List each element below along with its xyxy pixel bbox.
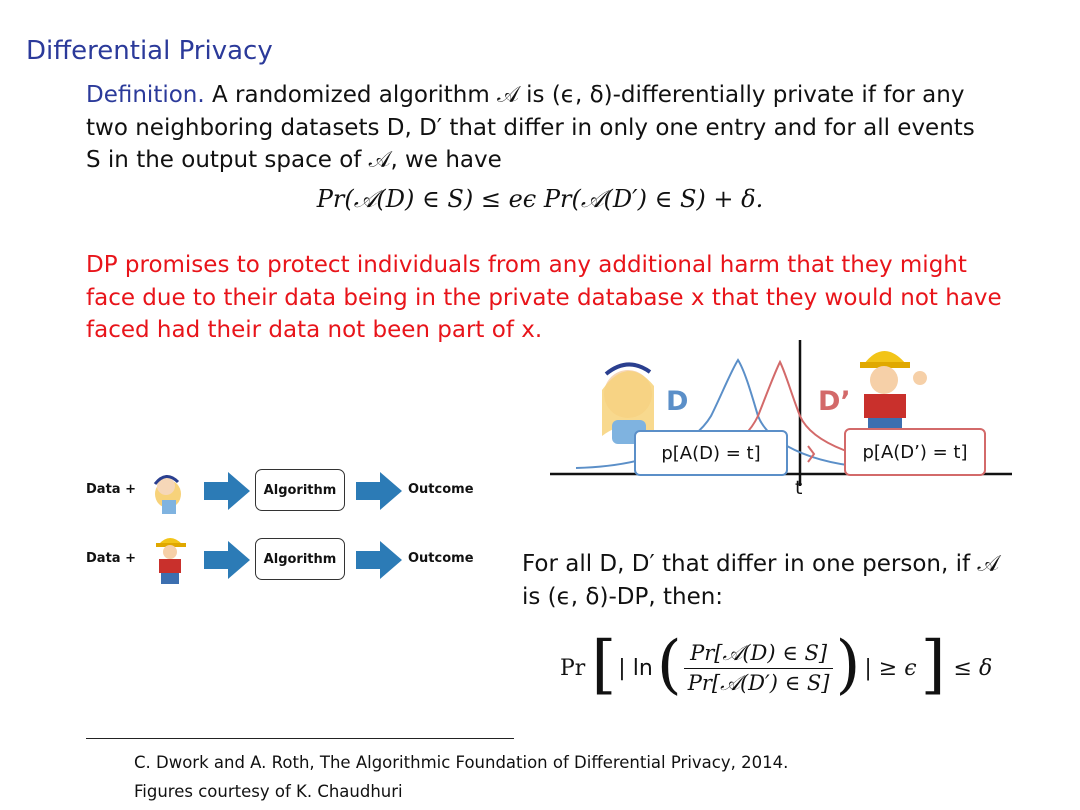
reference-1: C. Dwork and A. Roth, The Algorithmic Foundation of Differential Privacy, 2014. xyxy=(134,753,789,772)
bound-pr: Pr xyxy=(560,655,586,681)
left-paren: ( xyxy=(656,628,682,702)
definition-block xyxy=(86,79,1046,177)
definition-line-3: S in the output space of 𝒜, we have xyxy=(86,147,502,173)
promise-line-1: DP promises to protect individuals from any additional harm that they might xyxy=(86,252,967,278)
bound-tail: ≤ δ xyxy=(953,655,993,681)
label-d-prime: D’ xyxy=(818,386,851,417)
arrow-icon xyxy=(356,539,404,581)
right-paren: ) xyxy=(835,628,861,702)
fraction-numerator: Pr[𝒜(D) ∈ S] xyxy=(690,640,828,665)
alice-icon xyxy=(144,460,192,516)
definition-line-2: two neighboring datasets D, D′ that differ in only one entry and for all events xyxy=(86,114,975,141)
axis-label-t: t xyxy=(795,477,803,499)
algorithm-box-2: Algorithm xyxy=(255,538,345,580)
box-p-a-d: p[A(D) = t] xyxy=(634,430,788,476)
arrow-icon xyxy=(204,539,252,581)
right-bracket: ] xyxy=(920,628,946,702)
distribution-figure xyxy=(546,336,1016,502)
arrow-shape xyxy=(204,541,250,579)
dp-inequality: Pr(𝒜(D) ∈ S) ≤ eϵ Pr(𝒜(D′) ∈ S) + δ. xyxy=(316,185,764,213)
fraction xyxy=(684,641,834,696)
forall-line-1: For all D, D′ that differ in one person, if 𝒜 xyxy=(522,551,1000,577)
definition-line-1: A randomized algorithm 𝒜 is (ϵ, δ)-differentially private if for any xyxy=(212,82,965,108)
slide-title: Differential Privacy xyxy=(26,36,273,66)
definition-label: Definition. xyxy=(86,82,205,108)
bound-rhs: | ≥ ϵ xyxy=(864,655,917,681)
bound-ln: | ln xyxy=(618,655,653,681)
fraction-denominator: Pr[𝒜(D′) ∈ S] xyxy=(687,670,830,695)
forall-line-2: is (ϵ, δ)-DP, then: xyxy=(522,583,724,610)
dp-bound-formula xyxy=(560,630,992,706)
bob-icon xyxy=(150,530,192,586)
bracket-right xyxy=(808,446,814,462)
footnote-rule xyxy=(86,738,514,739)
flow-row-1-data-label: Data + xyxy=(86,482,136,497)
arrow-shape xyxy=(356,472,402,510)
promise-line-2: face due to their data being in the private database x that they would not have xyxy=(86,284,1002,311)
arrow-icon xyxy=(204,470,252,512)
flow-row-1-outcome-label: Outcome xyxy=(408,482,474,497)
forall-statement xyxy=(522,548,1042,613)
left-bracket: [ xyxy=(591,628,617,702)
reference-2: Figures courtesy of K. Chaudhuri xyxy=(134,782,403,801)
label-d: D xyxy=(666,386,689,417)
arrow-shape xyxy=(356,541,402,579)
flow-row-2-outcome-label: Outcome xyxy=(408,551,474,566)
box-p-a-d-prime: p[A(D’) = t] xyxy=(844,428,986,476)
arrow-icon xyxy=(356,470,404,512)
bob-figure xyxy=(860,351,927,434)
arrow-shape xyxy=(204,472,250,510)
algorithm-box-1: Algorithm xyxy=(255,469,345,511)
dp-promise xyxy=(86,249,1046,347)
flow-row-2-data-label: Data + xyxy=(86,551,136,566)
promise-line-3: faced had their data not been part of x. xyxy=(86,317,543,343)
